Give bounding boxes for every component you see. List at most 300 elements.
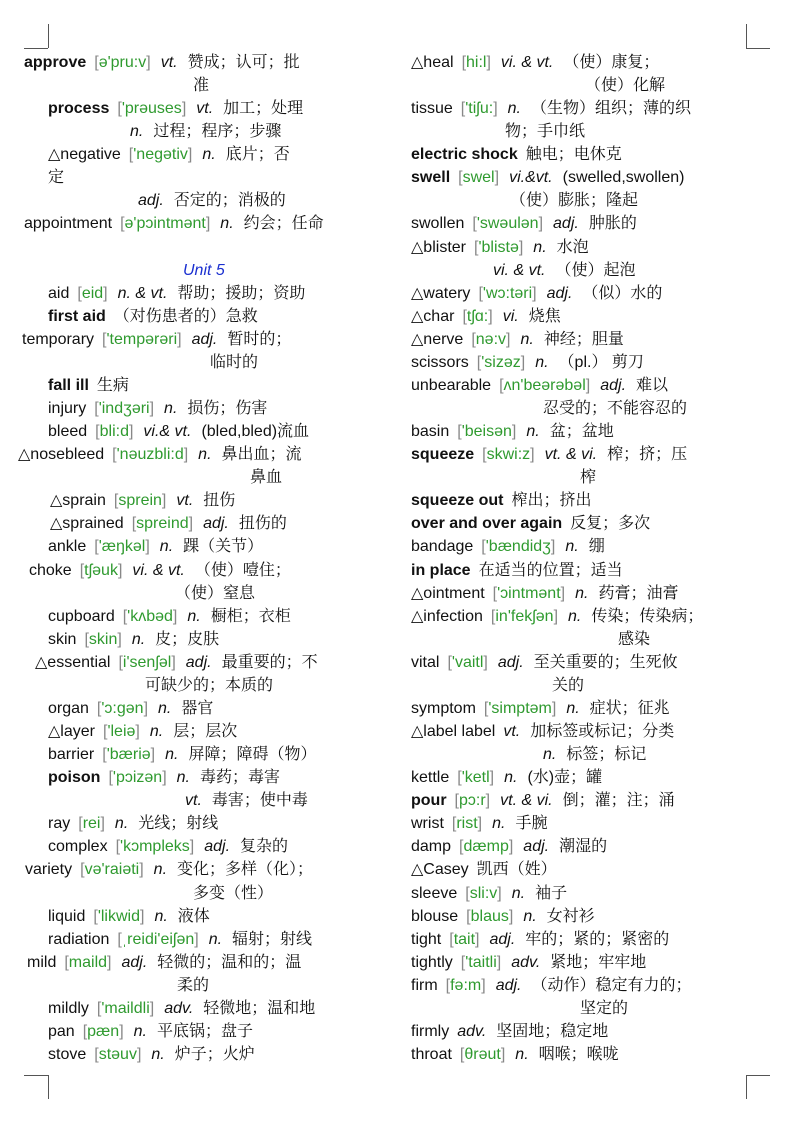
definition: 约会；任命	[243, 215, 324, 233]
part-of-speech: adj.	[204, 838, 231, 856]
part-of-speech: vi. & vt.	[500, 54, 554, 71]
part-of-speech: n.	[159, 538, 174, 556]
headword: choke	[29, 561, 72, 579]
definition: 反复；多次	[570, 515, 651, 533]
headword: ankle	[48, 538, 87, 556]
part-of-speech: vi.& vt.	[143, 423, 192, 441]
definition: 肿胀的	[588, 215, 637, 233]
definition: 药膏；油膏	[598, 584, 679, 602]
headword: liquid	[48, 907, 86, 925]
definition: 在适当的位置；适当	[478, 561, 623, 579]
definition: 轻微的；温和的；温	[157, 953, 302, 971]
headword: △sprain	[50, 492, 106, 510]
part-of-speech: n.	[511, 884, 526, 902]
crop-mark-bottom-left	[24, 1075, 48, 1076]
definition-continuation	[585, 74, 665, 97]
part-of-speech: n.	[149, 723, 164, 741]
vocab-entry	[411, 143, 622, 166]
definition-continuation	[493, 259, 635, 282]
vocab-entry	[48, 720, 237, 743]
vocab-entry	[48, 743, 316, 766]
headword: first aid	[48, 307, 106, 325]
phonetic: [pɔ:r]	[454, 792, 491, 810]
definition: 损伤；伤害	[187, 400, 268, 418]
vocab-entry	[411, 605, 703, 628]
definition-continuation	[552, 674, 584, 697]
headword: △watery	[411, 284, 471, 302]
headword: variety	[25, 861, 73, 879]
part-of-speech: n.	[208, 930, 223, 948]
vocab-entry	[411, 305, 561, 328]
vocab-entry	[411, 97, 691, 120]
part-of-speech: adj.	[203, 515, 229, 533]
phonetic: ['leiə]	[102, 723, 140, 741]
part-of-speech: n.	[187, 607, 201, 625]
part-of-speech: n.	[566, 699, 580, 717]
phonetic: ['simptəm]	[483, 699, 557, 717]
unit-title: Unit 5	[183, 261, 225, 279]
phonetic: [θrəut]	[459, 1046, 506, 1063]
definition: （动作）稳定有力的；	[531, 976, 692, 994]
vocab-entry	[411, 51, 659, 74]
headword: appointment	[24, 215, 113, 233]
phonetic: [ə'pru:v]	[94, 54, 151, 71]
definition: 关的	[552, 676, 585, 694]
part-of-speech: n.	[520, 330, 534, 348]
part-of-speech: n.	[533, 238, 547, 256]
vocab-entry	[411, 789, 675, 812]
part-of-speech: adj.	[185, 653, 212, 671]
definition-continuation	[505, 120, 585, 143]
vocab-entry	[50, 489, 235, 512]
vocab-entry	[411, 697, 670, 720]
definition: 坚定的	[580, 999, 629, 1017]
definition: 扭伤的	[238, 515, 287, 533]
part-of-speech: adj.	[191, 330, 218, 348]
part-of-speech: n.	[220, 215, 234, 233]
phonetic: [sprein]	[113, 492, 167, 510]
vocab-entry	[411, 282, 662, 305]
vocab-entry	[48, 420, 309, 443]
headword: △negative	[48, 146, 121, 164]
vocab-entry	[27, 951, 301, 974]
vocab-entry	[411, 374, 668, 397]
definition-continuation	[193, 74, 209, 97]
phonetic: ['æŋkəl]	[94, 538, 150, 556]
headword: poison	[48, 769, 101, 787]
vocab-entry	[48, 282, 305, 305]
headword: damp	[411, 838, 452, 856]
part-of-speech: adv.	[511, 953, 541, 971]
headword: pour	[411, 792, 447, 810]
headword: △infection	[411, 607, 483, 625]
vocab-entry	[411, 1043, 619, 1066]
definition-continuation	[138, 189, 286, 212]
headword: approve	[24, 54, 87, 71]
definition: 赞成；认可；批	[187, 54, 300, 71]
phonetic: [maild]	[64, 953, 112, 971]
vocab-entry	[48, 143, 290, 166]
headword: △nosebleed	[18, 446, 105, 464]
phonetic: [spreind]	[131, 515, 194, 533]
definition: 生病	[96, 376, 129, 394]
part-of-speech: n.	[543, 746, 557, 764]
definition: （使）化解	[585, 77, 666, 95]
part-of-speech: vi.	[502, 307, 519, 325]
headword: scissors	[411, 353, 469, 371]
part-of-speech: n.	[154, 907, 168, 925]
definition: 否定的；消极的	[173, 192, 286, 210]
definition-continuation	[130, 120, 281, 143]
headword: temporary	[22, 330, 95, 348]
definition: 定	[48, 169, 65, 187]
definition: 复杂的	[240, 838, 289, 856]
vocab-entry	[50, 512, 287, 535]
vocab-entry	[48, 697, 213, 720]
headword: vital	[411, 653, 440, 671]
phonetic: [bli:d]	[95, 423, 134, 441]
part-of-speech: adv.	[164, 999, 194, 1017]
headword: △layer	[48, 723, 95, 741]
phonetic: [pæn]	[82, 1022, 124, 1040]
phonetic: [i'senʃəl]	[118, 653, 176, 671]
phonetic: [eid]	[77, 284, 108, 302]
phonetic: [rist]	[451, 815, 483, 833]
crop-mark-bottom-right	[746, 1075, 747, 1099]
phonetic: ['tiʃu:]	[460, 100, 498, 118]
definition: 榨；挤；压	[607, 446, 688, 464]
definition: 袖子	[535, 884, 568, 902]
headword: mild	[27, 953, 57, 971]
phonetic: [dæmp]	[459, 838, 514, 856]
headword: electric shock	[411, 146, 518, 164]
definition: （pl.） 剪刀	[558, 353, 644, 371]
part-of-speech: adj.	[523, 838, 550, 856]
definition-continuation	[250, 466, 282, 489]
definition: 盆；盆地	[549, 423, 614, 441]
definition: 榨出；挤出	[511, 492, 592, 510]
vocab-entry	[411, 651, 678, 674]
definition: 坚固地；稳定地	[496, 1022, 609, 1040]
vocab-entry	[411, 535, 605, 558]
phonetic: [skwi:z]	[482, 446, 535, 464]
phonetic: [ʌn'beərəbəl]	[499, 376, 591, 394]
definition: 症状；征兆	[589, 699, 670, 717]
part-of-speech: n.	[504, 769, 518, 787]
headword: △sprained	[50, 515, 124, 533]
phonetic: [ə'pɔintmənt]	[120, 215, 211, 233]
definition: （似）水的	[582, 284, 663, 302]
phonetic: [ˌreidi'eiʃən]	[117, 930, 199, 948]
part-of-speech: n.	[165, 746, 179, 764]
definition: 鼻出血；流	[221, 446, 302, 464]
headword: pan	[48, 1022, 75, 1040]
vocab-entry	[411, 812, 547, 835]
headword: throat	[411, 1046, 452, 1063]
vocab-entry	[48, 1043, 255, 1066]
part-of-speech: vi. & vt.	[493, 261, 546, 279]
phonetic: ['nəuzbli:d]	[112, 446, 189, 464]
part-of-speech: n.	[198, 446, 212, 464]
phonetic: ['taitli]	[460, 953, 502, 971]
definition: 可缺少的；本质的	[145, 676, 274, 694]
definition: 倒；灌；注；涌	[562, 792, 675, 810]
crop-mark-top-left	[24, 48, 48, 49]
phonetic: ['maildli]	[96, 999, 155, 1017]
definition: 轻微地；温和地	[203, 999, 316, 1017]
definition-continuation	[145, 674, 273, 697]
headword: △ointment	[411, 584, 485, 602]
headword: squeeze out	[411, 492, 504, 510]
vocab-entry	[22, 328, 291, 351]
part-of-speech: adj.	[546, 284, 573, 302]
headword: swell	[411, 169, 451, 187]
definition: （使）康复；	[563, 54, 660, 71]
vocab-entry	[411, 1020, 608, 1043]
vocab-entry	[411, 212, 637, 235]
definition: 加工；处理	[223, 100, 304, 118]
vocab-entry	[48, 835, 288, 858]
phonetic: [rei]	[78, 815, 105, 833]
definition: 咽喉；喉咙	[538, 1046, 619, 1063]
vocab-entry	[411, 905, 595, 928]
phonetic: ['ketl]	[457, 769, 495, 787]
headword: symptom	[411, 699, 476, 717]
definition: 柔的	[177, 976, 210, 994]
headword: kettle	[411, 769, 450, 787]
headword: over and over again	[411, 515, 563, 533]
phonetic: ['blistə]	[473, 238, 524, 256]
headword: firmly	[411, 1022, 450, 1040]
vocab-entry	[411, 420, 614, 443]
definition: 牢的；紧的；紧密的	[525, 930, 670, 948]
unit-heading	[183, 259, 225, 282]
phonetic: [hi:l]	[461, 54, 491, 71]
phonetic: ['prəuses]	[117, 100, 187, 118]
headword: basin	[411, 423, 450, 441]
definition: 屏障；障碍（物）	[188, 746, 317, 764]
definition: 传染；传染病；	[591, 607, 704, 625]
definition: （使）膨胀；隆起	[510, 192, 639, 210]
crop-mark-top-right	[746, 24, 747, 48]
headword: ray	[48, 815, 71, 833]
part-of-speech: n.	[492, 815, 506, 833]
part-of-speech: adj.	[121, 953, 148, 971]
definition: 物；手巾纸	[505, 123, 586, 141]
vocab-entry	[411, 328, 624, 351]
phonetic: [sli:v]	[465, 884, 502, 902]
definition: （使）窒息	[175, 584, 256, 602]
vocab-entry	[29, 559, 291, 582]
definition-continuation	[543, 743, 646, 766]
part-of-speech: adj.	[495, 976, 522, 994]
definition: 皮；皮肤	[155, 630, 220, 648]
phonetic: [in'fekʃən]	[490, 607, 559, 625]
vocab-entry	[411, 236, 589, 259]
part-of-speech: n.	[507, 100, 521, 118]
headword: cupboard	[48, 607, 115, 625]
definition: 难以	[636, 376, 669, 394]
phonetic: [tʃɑ:]	[462, 307, 493, 325]
headword: squeeze	[411, 446, 475, 464]
part-of-speech: n.	[575, 584, 589, 602]
definition: 手腕	[515, 815, 548, 833]
definition: 女衬衫	[546, 907, 595, 925]
vocab-entry	[411, 489, 591, 512]
part-of-speech: vt. & vi.	[544, 446, 598, 464]
phonetic: ['kɔmpleks]	[115, 838, 195, 856]
definition-continuation	[177, 974, 209, 997]
part-of-speech: adj.	[138, 192, 164, 210]
part-of-speech: n.	[133, 1022, 147, 1040]
definition: 毒药；毒害	[200, 769, 281, 787]
headword: radiation	[48, 930, 110, 948]
headword: injury	[48, 400, 87, 418]
headword: tight	[411, 930, 442, 948]
part-of-speech: n.	[151, 1046, 165, 1063]
crop-mark-bottom-left	[48, 1075, 49, 1099]
phonetic: ['sizəz]	[476, 353, 526, 371]
definition: 光线；射线	[138, 815, 219, 833]
phonetic: ['swəulən]	[472, 215, 544, 233]
definition: 紧地；牢牢地	[550, 953, 647, 971]
headword: sleeve	[411, 884, 458, 902]
part-of-speech: adv.	[457, 1022, 487, 1040]
headword: organ	[48, 699, 89, 717]
definition: （使）噎住；	[194, 561, 291, 579]
phonetic: [tait]	[449, 930, 480, 948]
vocab-entry	[411, 166, 684, 189]
part-of-speech: n. & vt.	[117, 284, 168, 302]
phonetic: [nə:v]	[471, 330, 511, 348]
definition: 神经；胆量	[543, 330, 624, 348]
headword: wrist	[411, 815, 444, 833]
headword: △essential	[35, 653, 111, 671]
headword: △char	[411, 307, 455, 325]
part-of-speech: vt.	[185, 792, 202, 810]
headword: △blister	[411, 238, 466, 256]
definition: 鼻血	[250, 469, 283, 487]
vocab-entry	[411, 951, 646, 974]
headword: bandage	[411, 538, 474, 556]
vocab-entry	[48, 97, 303, 120]
vocab-entry	[48, 305, 258, 328]
part-of-speech: vt.	[503, 723, 521, 741]
definition: 触电；电休克	[525, 146, 622, 164]
part-of-speech: vi.&vt.	[509, 169, 553, 187]
definition-continuation	[618, 628, 650, 651]
part-of-speech: n.	[114, 815, 129, 833]
part-of-speech: n.	[164, 400, 178, 418]
vocab-entry	[411, 766, 602, 789]
part-of-speech: vi. & vt.	[132, 561, 185, 579]
phonetic: ['likwid]	[93, 907, 145, 925]
definition: 液体	[177, 907, 210, 925]
headword: mildly	[48, 999, 89, 1017]
vocab-entry	[411, 835, 607, 858]
definition: 标签；标记	[566, 746, 647, 764]
definition: 变化；多样（化）；	[177, 861, 314, 879]
definition: 临时的	[210, 353, 259, 371]
definition-continuation	[543, 397, 687, 420]
definition: 烧焦	[528, 307, 561, 325]
phonetic: ['bændidʒ]	[481, 538, 556, 556]
phonetic: ['wɔ:təri]	[478, 284, 537, 302]
vocab-entry	[48, 1020, 253, 1043]
definition-continuation	[580, 466, 596, 489]
phonetic: [fə:m]	[445, 976, 486, 994]
definition: 过程；程序；步骤	[153, 123, 282, 141]
vocab-entry	[48, 905, 210, 928]
headword: △heal	[411, 54, 454, 71]
part-of-speech: n.	[568, 607, 582, 625]
definition: 炉子；火炉	[174, 1046, 255, 1063]
vocab-entry	[411, 559, 623, 582]
headword: firm	[411, 976, 438, 994]
headword: aid	[48, 284, 70, 302]
phonetic: ['beisən]	[457, 423, 517, 441]
vocab-entry	[48, 628, 219, 651]
vocab-entry	[411, 882, 567, 905]
phonetic: [və'raiəti]	[80, 861, 144, 879]
phonetic: ['ɔintmənt]	[492, 584, 566, 602]
definition: 最重要的；不	[221, 653, 318, 671]
phonetic: ['indʒəri]	[94, 400, 155, 418]
headword: swollen	[411, 215, 465, 233]
headword: △nerve	[411, 330, 464, 348]
definition: 加标签或标记；分类	[530, 723, 675, 741]
part-of-speech: vt. & vi.	[500, 792, 553, 810]
definition-continuation	[193, 882, 273, 905]
headword: △Casey	[411, 861, 469, 879]
phonetic: ['ɔ:gən]	[96, 699, 149, 717]
definition-continuation	[185, 789, 308, 812]
headword: blouse	[411, 907, 459, 925]
vocab-entry	[25, 858, 313, 881]
vocab-entry	[18, 443, 302, 466]
definition: 凯西（姓）	[476, 861, 557, 879]
part-of-speech: n.	[131, 630, 146, 648]
headword: tightly	[411, 953, 453, 971]
part-of-speech: n.	[130, 123, 144, 141]
part-of-speech: vt.	[176, 492, 194, 510]
part-of-speech: adj.	[553, 215, 579, 233]
definition: 辐射；射线	[232, 930, 313, 948]
definition: 橱柜；衣柜	[210, 607, 291, 625]
vocab-entry	[48, 997, 315, 1020]
vocab-entry	[48, 928, 312, 951]
phonetic: ['bæriə]	[102, 746, 156, 764]
headword: fall ill	[48, 376, 89, 394]
definition: 潮湿的	[559, 838, 608, 856]
headword: barrier	[48, 746, 95, 764]
part-of-speech: adj.	[497, 653, 524, 671]
definition: 榨	[580, 469, 597, 487]
phonetic: ['tempərəri]	[102, 330, 182, 348]
definition: 踝（关节）	[183, 538, 264, 556]
definition: (swelled,swollen)	[562, 169, 685, 187]
vocab-entry	[411, 928, 669, 951]
phonetic: [tʃəuk]	[79, 561, 123, 579]
definition: 绷	[588, 538, 605, 556]
definition-continuation	[210, 351, 258, 374]
vocab-entry	[411, 512, 650, 535]
part-of-speech: n.	[202, 146, 216, 164]
definition: 暂时的；	[227, 330, 292, 348]
part-of-speech: n.	[158, 699, 172, 717]
definition: 毒害；使中毒	[211, 792, 308, 810]
part-of-speech: n.	[153, 861, 168, 879]
